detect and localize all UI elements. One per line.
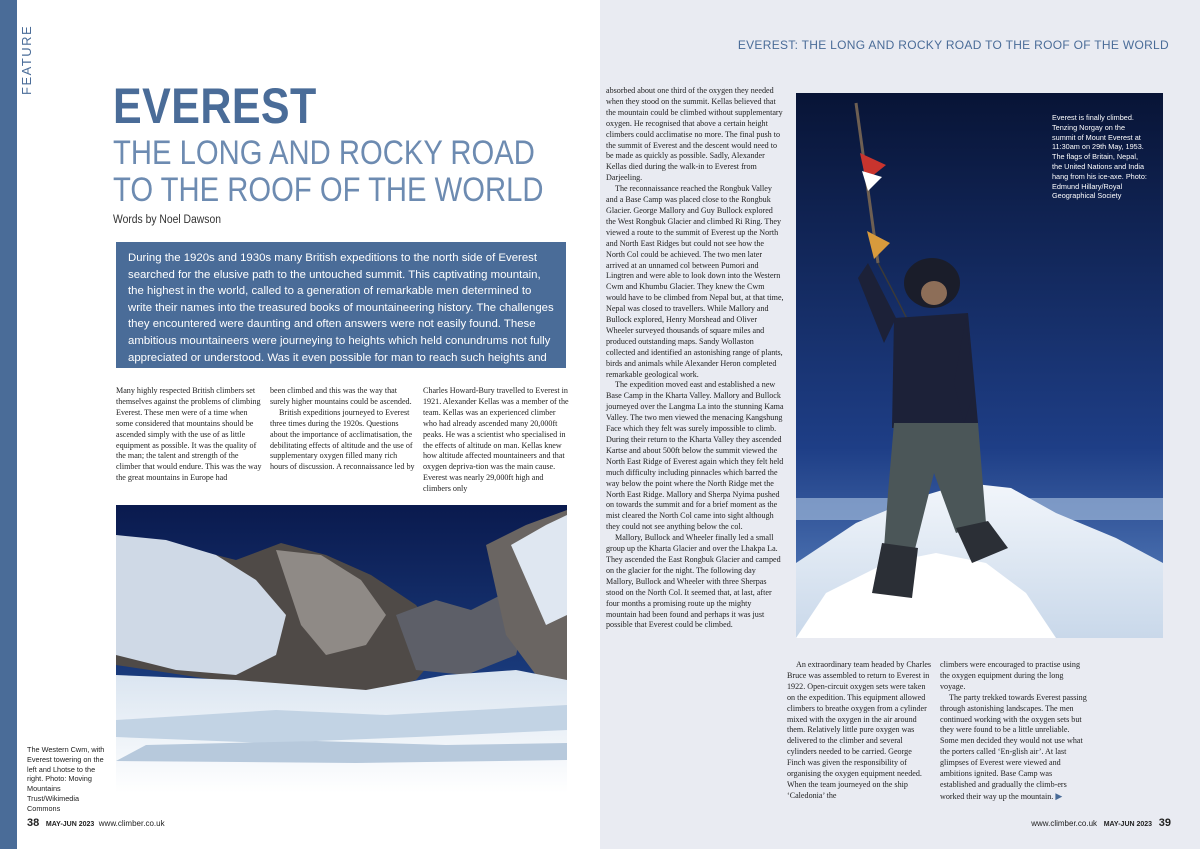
western-cwm-image xyxy=(116,505,567,793)
body-paragraph xyxy=(940,693,1087,803)
last-paragraph-text: The party trekked towards Everest passing through astonishing landscapes. The men continued working with the oxygen sets but they were found to be a little unreliable. Some men decided they would not use what the porters called ‘En-glish air’. At last glimpses of Everest were viewed and ambitions ignited. Base Camp was established and gradually the climb-ers worked their way up the mountain. xyxy=(940,692,1087,801)
body-paragraph: been climbed and this was the way that surely higher mountains could be ascended. xyxy=(270,386,412,406)
body-paragraph: climbers were encouraged to practise using the oxygen equipment during the long voyage. xyxy=(940,660,1081,691)
body-paragraph: Charles Howard-Bury travelled to Everest in 1921. Alexander Kellas was a member of the team. Kellas was an experienced climber who had already ascended many 20,000ft peaks. He was a scientist who specialised in the effects of altitude on man. Kellas knew how altitude affected mountaineers and that oxygen depriva-tion was the main cause. Everest was nearly 29,000ft high and climbers only xyxy=(423,386,569,494)
body-column-6 xyxy=(940,660,1087,803)
section-label: FEATURE xyxy=(19,24,34,95)
page-number: 39 xyxy=(1158,817,1171,829)
standfirst-box: During the 1920s and 1930s many British expeditions to the north side of Everest searched for the elusive path to the untouched summit. This captivating mountain, the highest in the world, called to a generation of remarkable men determined to write their names into the treasured books of mountaineering history. The challenges they encountered were daunting and often answers were not easily found. These ambitious mountaineers were journeying to heights which held conundrums not fully appreciated or understood. Was it even possible for man to reach such heights and survive? xyxy=(116,242,566,368)
body-paragraph: An extraordinary team headed by Charles Bruce was assembled to return to Everest in 1922. Open-circuit oxygen sets were taken on the expedition. This equipment allowed climbers to breathe oxygen from a cylinder mixed with the oxygen in the air around them. Relatively little pure oxygen was delivered to the climber and several cylinders needed to be carried. George Finch was given the responsibility of organising the oxygen equipment needed. When the team journeyed on the ship ‘Caledonia’ the xyxy=(787,660,932,800)
body-column-3 xyxy=(423,386,569,495)
body-paragraph: The reconnaissance reached the Rongbuk Valley and a Base Camp was placed close to the Rongbuk Glacier. George Mallory and Guy Bullock explored the West Rongbuk Glacier and climbed Ri Ring. They viewed a route to the summit of Everest up the North and North East Ridges but could not see how the North Col could be achieved. The two men later arrived at an unnamed col between Pumori and Lingtren and were able to look down into the Western Cwm and Khumbu Glacier. They knew the Cwm would have to be climbed from Nepal but, at that time, Nepal was closed to travellers. While Mallory and Bullock explored, Henry Morshead and Oliver Wheeler surveyed thousands of square miles and produced outstanding maps. Sandy Wollaston collected and identified an astonishing range of plants, birds and animals while Alexander Heron completed remarkable geological work. xyxy=(606,184,784,379)
right-triangle-icon: ▶ xyxy=(1055,790,1063,801)
body-column-2 xyxy=(270,386,417,473)
body-column-1 xyxy=(116,386,263,484)
photo-caption-right: Everest is finally climbed. Tenzing Norgay on the summit of Mount Everest at 11:30am on 29th May, 1953. The flags of Britain, Nepal, the United Nations and India hang from his ice-axe. Photo: Edmund Hillary/Royal Geographical Society xyxy=(1052,113,1147,201)
headline-subtitle xyxy=(113,135,544,209)
running-head: EVEREST: THE LONG AND ROCKY ROAD TO THE ROOF OF THE WORLD xyxy=(737,38,1169,52)
byline: Words by Noel Dawson xyxy=(113,214,221,226)
body-paragraph: British expeditions journeyed to Everest three times during the 1920s. Questions about the importance of acclimatisation, the debilitating effects of altitude and the use of supplementary oxygen filled many rich hours of discussion. A reconnaissance led by xyxy=(270,407,415,472)
photo-caption-left: The Western Cwm, with Everest towering on the left and Lhotse to the right. Photo: Moving Mountains Trust/Wikimedia Commons xyxy=(27,745,105,813)
body-paragraph: The expedition moved east and established a new Base Camp in the Kharta Valley. Mallory and Bullock journeyed over the Langma La into the stunning Kama Valley. The two men viewed the menacing Kangshung Face which they felt was surely impossible to climb. During their return to the Kharta Valley they ascended Kartse and about 500ft below the summit viewed the North East Ridge of Everest again which they felt held much difficulty including pinnacles which barred the way below the point where the North Ridge met the North East Ridge. Mallory and Sherpa Nyima pushed on towards the summit and for a brief moment as the mist cleared the North Col came into sight although they could not see anything below the col. xyxy=(606,380,784,532)
body-paragraph: Mallory, Bullock and Wheeler finally led a small group up the Kharta Glacier and over the Lhakpa La. They ascended the East Rongbuk Glacier and camped on the glacier for the night. The following day Mallory, Bullock and Wheeler with three Sherpas stood on the North Col. It seemed that, at last, after four months a promising route up the mighty mountain had been found and perhaps it was just possible that Everest could be climbed. xyxy=(606,533,781,630)
body-column-5 xyxy=(787,660,932,802)
body-column-4 xyxy=(606,86,784,631)
body-paragraph: absorbed about one third of the oxygen they needed when they stood on the summit. Kellas believed that the mountain could be climbed without supplementary oxygen. He recognised that above a certain height climbers could acclimatise no more. The final push to the summit of Everest and the descent would need to be made as quickly as possible. Sadly, Alexander Kellas died during the walk-in to Everest from Darjeeling. xyxy=(606,86,783,183)
body-paragraph: Many highly respected British climbers set themselves against the problems of climbing Everest. These men were of a time when some considered that mountains should be ascended simply with the use of as little equipment as possible. It was the quality of the man; the talent and strength of the climber that would endure. This was the way the great mountains in Europe had xyxy=(116,386,262,483)
website-link[interactable]: www.climber.co.uk xyxy=(98,819,165,828)
subtitle-line-1: THE LONG AND ROCKY ROAD xyxy=(113,134,535,172)
section-color-bar xyxy=(0,0,17,849)
issue-date: MAY-JUN 2023 xyxy=(1103,821,1153,828)
subtitle-line-2: TO THE ROOF OF THE WORLD xyxy=(113,171,544,209)
issue-date: MAY-JUN 2023 xyxy=(45,821,95,828)
page-number: 38 xyxy=(27,817,40,829)
folio-right xyxy=(1031,817,1171,829)
website-link[interactable]: www.climber.co.uk xyxy=(1031,819,1098,828)
western-cwm-photo xyxy=(116,505,567,793)
folio-left xyxy=(27,817,165,829)
headline-title: EVEREST xyxy=(113,78,317,134)
